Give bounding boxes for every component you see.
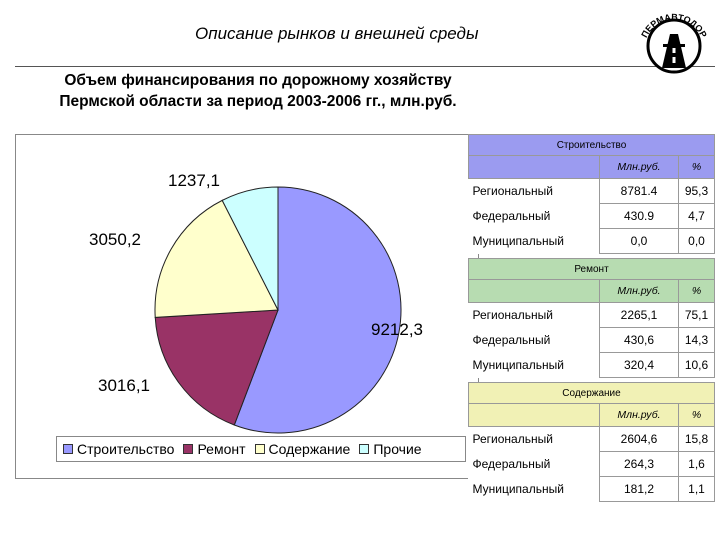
row-pct: 15,8 — [679, 427, 715, 452]
row-pct: 14,3 — [679, 328, 715, 353]
table-row — [469, 353, 715, 378]
svg-text:ПЕРМАВТОДОР: ПЕРМАВТОДОР — [639, 11, 709, 40]
page-header-title: Описание рынков и внешней среды — [195, 24, 479, 43]
chart-legend — [56, 436, 466, 462]
table-construction — [468, 134, 715, 254]
row-label: Федеральный — [469, 452, 600, 477]
row-mln: 430.9 — [600, 204, 679, 229]
table-row — [469, 179, 715, 204]
table-row — [469, 427, 715, 452]
table-header-pct: % — [679, 280, 715, 303]
row-label: Муниципальный — [469, 353, 600, 378]
row-label: Муниципальный — [469, 229, 600, 254]
row-mln: 264,3 — [600, 452, 679, 477]
row-mln: 430,6 — [600, 328, 679, 353]
row-label: Региональный — [469, 427, 600, 452]
legend-label: Содержание — [268, 441, 351, 457]
table-title: Строительство — [469, 135, 715, 156]
legend-swatch — [255, 444, 265, 454]
legend-swatch — [359, 444, 369, 454]
row-pct: 95,3 — [679, 179, 715, 204]
table-row — [469, 303, 715, 328]
header-divider — [15, 66, 715, 67]
pie-data-label-other: 1237,1 — [168, 171, 220, 190]
legend-label: Прочие — [373, 441, 422, 457]
row-label: Муниципальный — [469, 477, 600, 502]
row-pct: 75,1 — [679, 303, 715, 328]
row-pct: 4,7 — [679, 204, 715, 229]
table-header-empty — [469, 280, 600, 303]
legend-label: Ремонт — [197, 441, 246, 457]
row-mln: 0,0 — [600, 229, 679, 254]
legend-label: Строительство — [77, 441, 175, 457]
table-repair — [468, 258, 715, 378]
row-pct: 0,0 — [679, 229, 715, 254]
table-header-pct: % — [679, 404, 715, 427]
row-mln: 8781.4 — [600, 179, 679, 204]
legend-item-construction — [63, 441, 174, 457]
row-mln: 181,2 — [600, 477, 679, 502]
row-label: Региональный — [469, 303, 600, 328]
pie-data-label-maintenance: 3050,2 — [89, 230, 141, 249]
row-label: Федеральный — [469, 204, 600, 229]
table-header-empty — [469, 404, 600, 427]
permavtodor-logo — [636, 6, 712, 82]
table-row — [469, 452, 715, 477]
legend-swatch — [183, 444, 193, 454]
row-mln: 2604,6 — [600, 427, 679, 452]
main-title-line-1: Объем финансирования по дорожному хозяйству — [64, 72, 452, 89]
pie-chart-frame — [15, 134, 479, 479]
main-title — [8, 70, 508, 112]
table-row — [469, 229, 715, 254]
table-header-mln: Млн.руб. — [600, 280, 679, 303]
legend-item-repair — [183, 441, 245, 457]
row-label: Федеральный — [469, 328, 600, 353]
row-label: Региональный — [469, 179, 600, 204]
pie-data-label-repair: 3016,1 — [98, 376, 150, 395]
table-row — [469, 328, 715, 353]
table-header-pct: % — [679, 156, 715, 179]
table-row — [469, 477, 715, 502]
table-title: Ремонт — [469, 259, 715, 280]
pie-chart — [16, 135, 478, 478]
table-header-mln: Млн.руб. — [600, 404, 679, 427]
pie-data-label-construction: 9212,3 — [371, 320, 423, 339]
main-title-line-2: Пермской области за период 2003-2006 гг., млн.руб. — [59, 93, 457, 110]
legend-item-other — [359, 441, 421, 457]
table-row — [469, 204, 715, 229]
table-header-empty — [469, 156, 600, 179]
legend-swatch — [63, 444, 73, 454]
table-maintenance — [468, 382, 715, 502]
legend-item-maintenance — [255, 441, 351, 457]
table-title: Содержание — [469, 383, 715, 404]
row-mln: 2265,1 — [600, 303, 679, 328]
row-pct: 1,1 — [679, 477, 715, 502]
row-pct: 10,6 — [679, 353, 715, 378]
row-pct: 1,6 — [679, 452, 715, 477]
row-mln: 320,4 — [600, 353, 679, 378]
table-header-mln: Млн.руб. — [600, 156, 679, 179]
